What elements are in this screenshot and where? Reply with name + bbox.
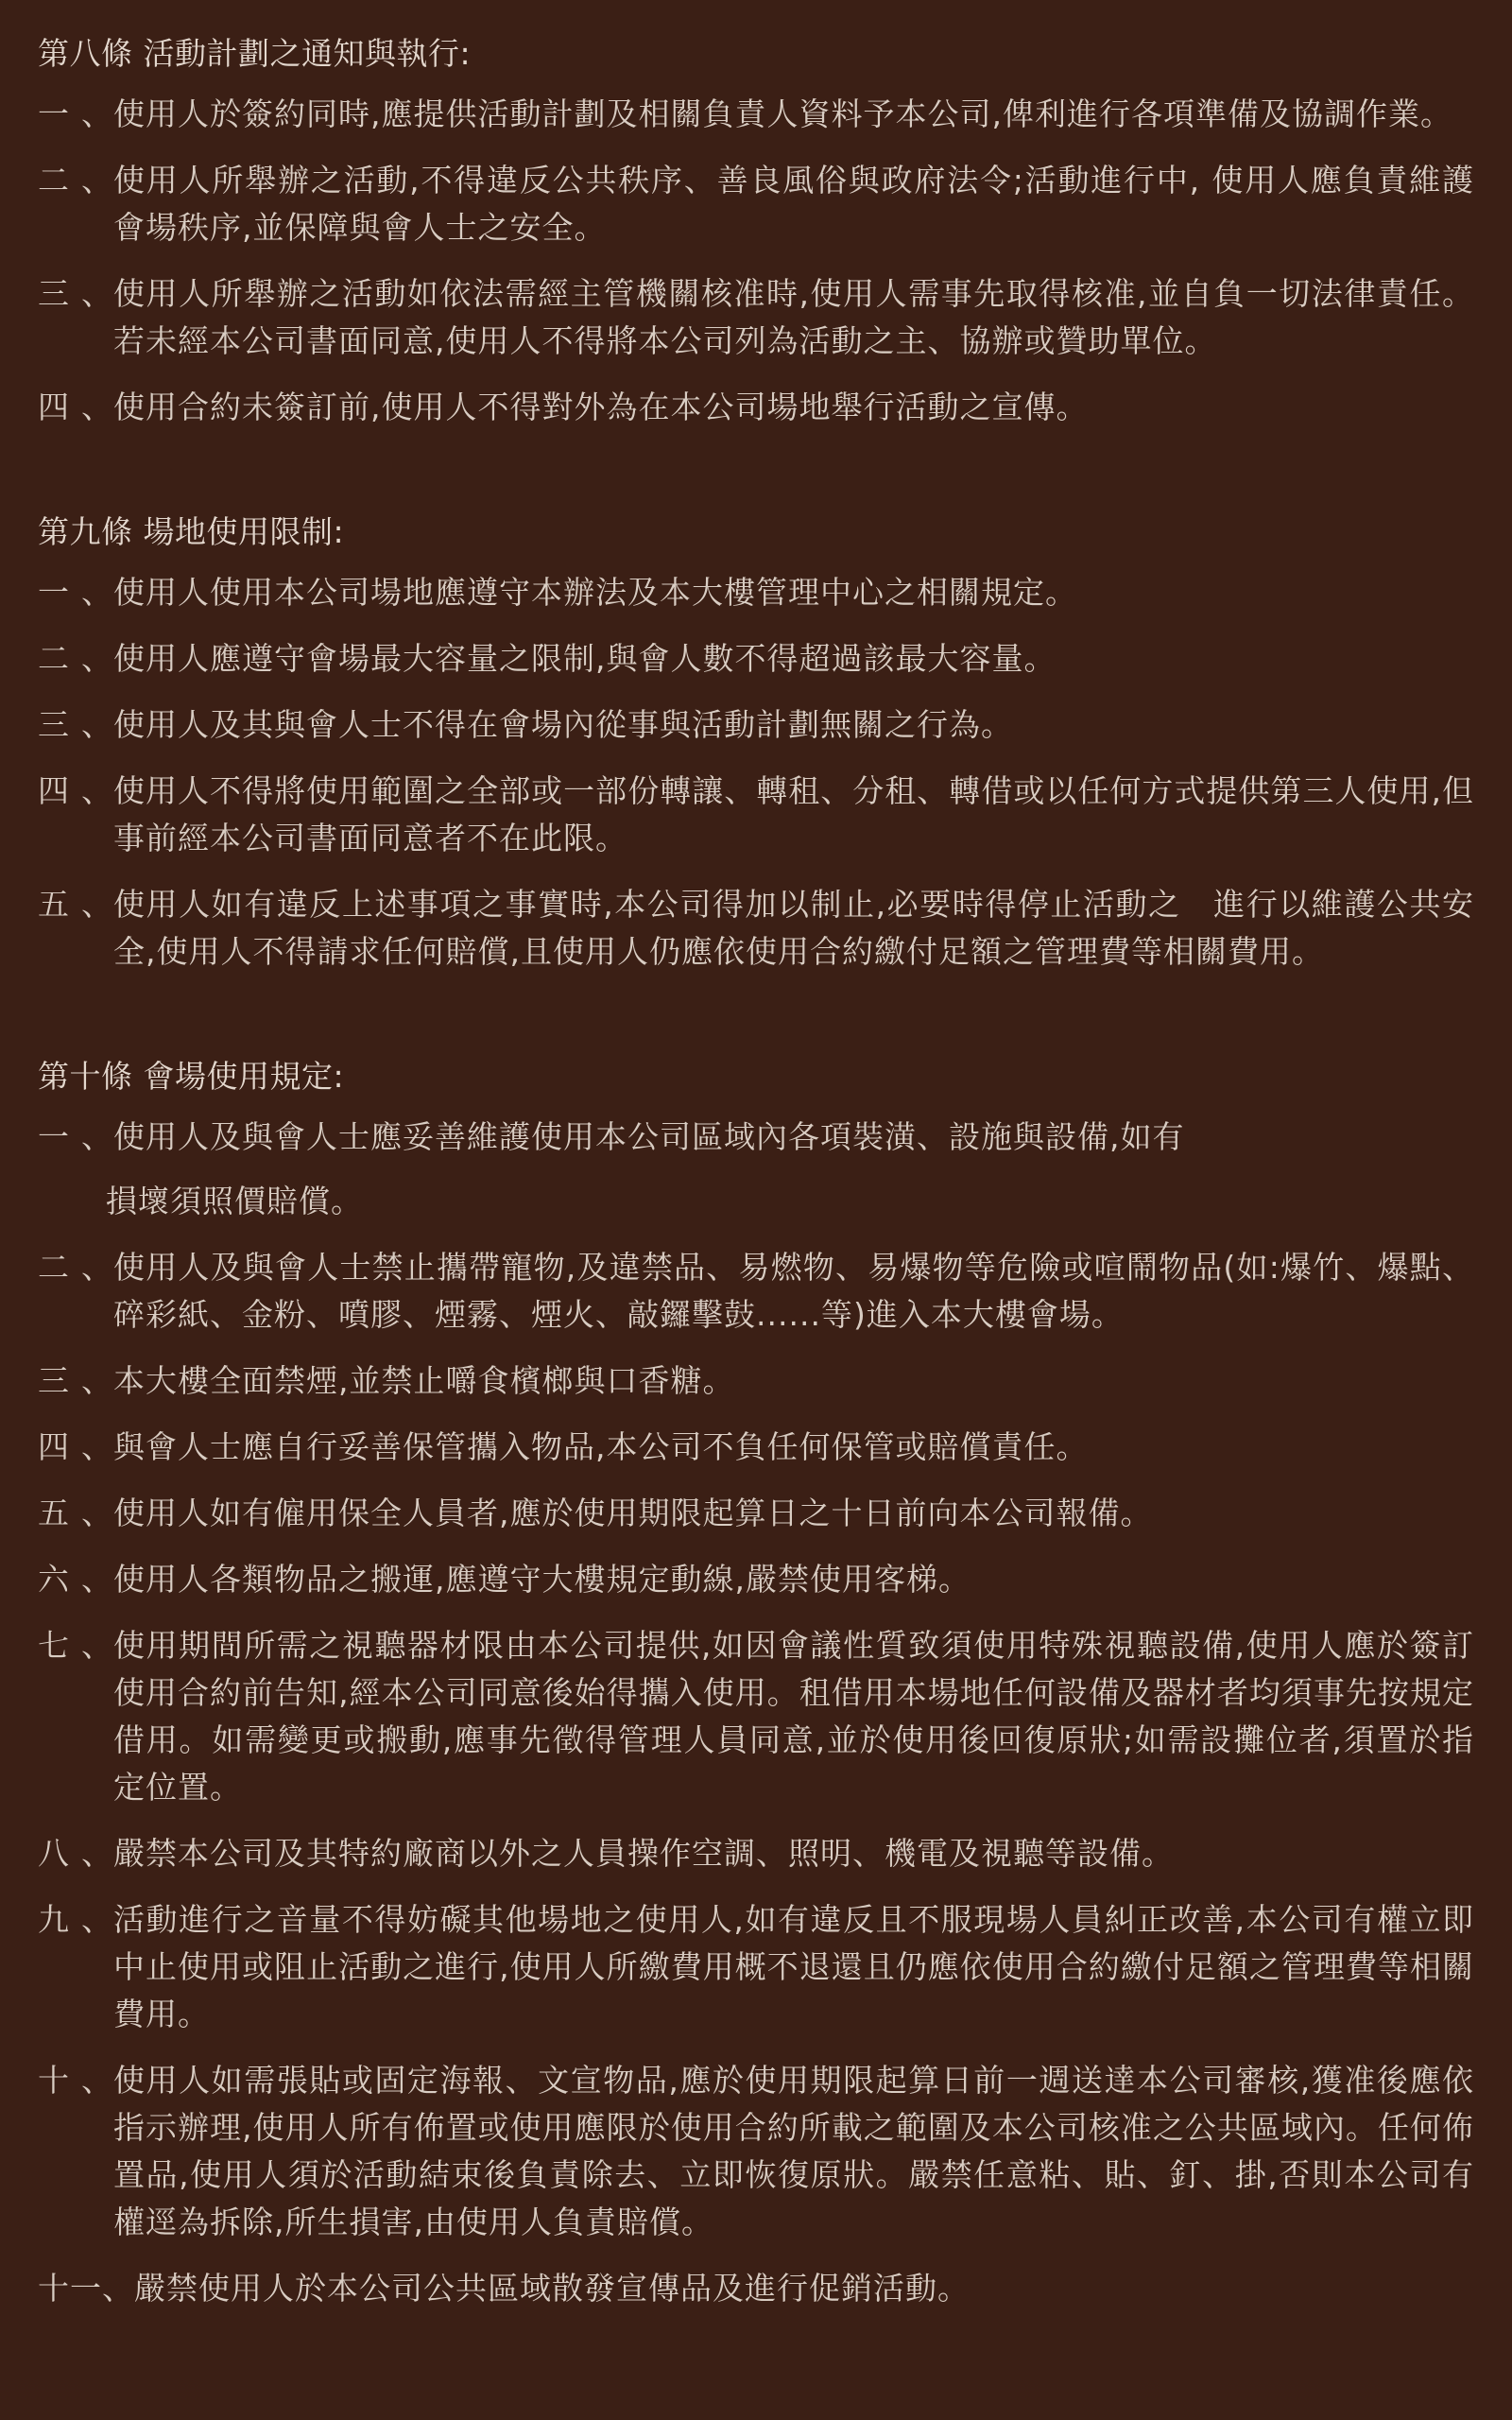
clause-text: 嚴禁使用人於本公司公共區域散發宣傳品及進行促銷活動。 [134, 2270, 970, 2307]
clause-text: 使用人如有僱用保全人員者,應於使用期限起算日之十日前向本公司報備。 [113, 1495, 1153, 1531]
clause-separator: 、 [81, 1428, 113, 1465]
clause-number: 二 [38, 640, 70, 677]
clause-number: 一 [38, 1118, 70, 1155]
clause-number: 八 [38, 1835, 70, 1872]
clause-text: 使用人如需張貼或固定海報、文宣物品,應於使用期限起算日前一週送達本公司審核,獲准後應依指示辦理,使用人所有佈置或使用應限於使用合約所載之範圍及本公司核准之公共區域內。任何佈置品,使用人須於活動結束後負責除去、立即恢復原狀。嚴禁任意粘、貼、釘、掛,否則本公司有權逕為拆除,所生損害,由使用人負責賠償。 [113, 2062, 1474, 2240]
clause-text: 使用期間所需之視聽器材限由本公司提供,如因會議性質致須使用特殊視聽設備,使用人應於簽訂使用合約前告知,經本公司同意後始得攜入使用。租借用本場地任何設備及器材者均須事先按規定借用。如需變更或搬動,應事先徵得管理人員同意,並於使用後回復原狀;如需設攤位者,須置於指定位置。 [113, 1627, 1474, 1806]
clause-separator: 、 [81, 95, 113, 132]
clause-number: 三 [38, 275, 70, 312]
clause-text: 使用人所舉辦之活動如依法需經主管機關核准時,使用人需事先取得核准,並自負一切法律責任。若未經本公司書面同意,使用人不得將本公司列為活動之主、協辦或贊助單位。 [113, 275, 1474, 359]
clause-separator: 、 [81, 1362, 113, 1399]
clause-number: 五 [38, 886, 70, 923]
clause-number: 四 [38, 772, 70, 809]
clause-item [38, 1114, 1474, 1161]
clause-number: 一 [38, 95, 70, 132]
article-title: 第八條 活動計劃之通知與執行: [38, 35, 472, 72]
clause-item [38, 1830, 1474, 1877]
clause-separator: 、 [81, 886, 113, 923]
clause-item [38, 1490, 1474, 1537]
clause-item [38, 1357, 1474, 1405]
clause-number: 十 [38, 2062, 70, 2099]
clause-text: 使用合約未簽訂前,使用人不得對外為在本公司場地舉行活動之宣傳。 [113, 389, 1089, 425]
clause-number: 三 [38, 706, 70, 743]
clause-text: 使用人於簽約同時,應提供活動計劃及相關負責人資料予本公司,俾利進行各項準備及協調作業。 [113, 95, 1452, 132]
clause-separator: 、 [81, 1495, 113, 1531]
article-section [38, 1049, 1474, 2312]
clause-separator: 、 [81, 389, 113, 425]
clause-item [38, 2265, 1474, 2312]
clause-text: 與會人士應自行妥善保管攜入物品,本公司不負任何保管或賠償責任。 [113, 1428, 1089, 1465]
clause-number: 二 [38, 1249, 70, 1286]
clause-text: 使用人及與會人士禁止攜帶寵物,及違禁品、易燃物、易爆物等危險或喧鬧物品(如:爆竹、爆點、碎彩紙、金粉、噴膠、煙霧、煙火、敲鑼擊鼓......等)進入本大樓會場。 [113, 1249, 1474, 1333]
clause-separator: 、 [81, 1835, 113, 1872]
clause-text: 本大樓全面禁煙,並禁止嚼食檳榔與口香糖。 [113, 1362, 735, 1399]
clause-text: 使用人及與會人士應妥善維護使用本公司區域內各項裝潢、設施與設備,如有 [113, 1118, 1185, 1155]
clause-separator: 、 [81, 1627, 113, 1664]
clause-separator: 、 [81, 574, 113, 611]
clause-number: 五 [38, 1495, 70, 1531]
clause-text: 使用人不得將使用範圍之全部或一部份轉讓、轉租、分租、轉借或以任何方式提供第三人使用,但事前經本公司書面同意者不在此限。 [113, 772, 1474, 856]
clause-separator: 、 [81, 2062, 113, 2099]
clause-number: 十一 [38, 2270, 102, 2307]
clause-item [38, 1622, 1474, 1811]
clause-item [38, 1424, 1474, 1471]
clause-separator: 、 [81, 1561, 113, 1598]
clause-item [38, 635, 1474, 683]
clause-separator: 、 [81, 275, 113, 312]
clause-number: 七 [38, 1627, 70, 1664]
article-title: 第九條 場地使用限制: [38, 513, 345, 550]
clause-number: 六 [38, 1561, 70, 1598]
clause-number: 九 [38, 1901, 70, 1938]
clause-number: 四 [38, 389, 70, 425]
clause-item [38, 1896, 1474, 2038]
clause-text: 使用人各類物品之搬運,應遵守大樓規定動線,嚴禁使用客梯。 [113, 1561, 971, 1598]
article-section [38, 26, 1474, 431]
clause-item [38, 1556, 1474, 1603]
clause-text: 活動進行之音量不得妨礙其他場地之使用人,如有違反且不服現場人員糾正改善,本公司有權立即中止使用或阻止活動之進行,使用人所繳費用概不退還且仍應依使用合約繳付足額之管理費等相關費用。 [113, 1901, 1474, 2032]
clause-text: 使用人及其與會人士不得在會場內從事與活動計劃無關之行為。 [113, 706, 1013, 743]
clause-item [38, 701, 1474, 749]
clause-separator: 、 [81, 640, 113, 677]
clause-item [38, 569, 1474, 616]
clause-separator: 、 [81, 772, 113, 809]
clause-text: 嚴禁本公司及其特約廠商以外之人員操作空調、照明、機電及視聽等設備。 [113, 1835, 1174, 1872]
article-section [38, 505, 1474, 976]
clause-item [38, 2057, 1474, 2246]
clause-number: 二 [38, 162, 70, 199]
clause-text: 使用人所舉辦之活動,不得違反公共秩序、善良風俗與政府法令;活動進行中, 使用人應負責維護會場秩序,並保障與會人士之安全。 [113, 162, 1474, 246]
clause-text: 使用人如有違反上述事項之事實時,本公司得加以制止,必要時得停止活動之 進行以維護公共安全,使用人不得請求任何賠償,且使用人仍應依使用合約繳付足額之管理費等相關費用。 [113, 886, 1474, 970]
clause-separator: 、 [81, 1118, 113, 1155]
clause-separator: 、 [102, 2270, 134, 2307]
clause-separator: 、 [81, 1249, 113, 1286]
article-title: 第十條 會場使用規定: [38, 1058, 345, 1095]
clause-item [38, 1244, 1474, 1339]
clause-item [38, 881, 1474, 976]
clause-continuation: 損壞須照價賠償。 [106, 1183, 363, 1219]
clause-separator: 、 [81, 1901, 113, 1938]
clause-item [38, 91, 1474, 138]
clause-text: 使用人應遵守會場最大容量之限制,與會人數不得超過該最大容量。 [113, 640, 1057, 677]
clause-item [38, 157, 1474, 251]
clause-item [38, 270, 1474, 365]
clause-number: 三 [38, 1362, 70, 1399]
clause-separator: 、 [81, 162, 113, 199]
clause-number: 四 [38, 1428, 70, 1465]
clause-number: 一 [38, 574, 70, 611]
clause-item [38, 768, 1474, 862]
clause-separator: 、 [81, 706, 113, 743]
clause-item [38, 384, 1474, 431]
clause-text: 使用人使用本公司場地應遵守本辦法及本大樓管理中心之相關規定。 [113, 574, 1077, 611]
